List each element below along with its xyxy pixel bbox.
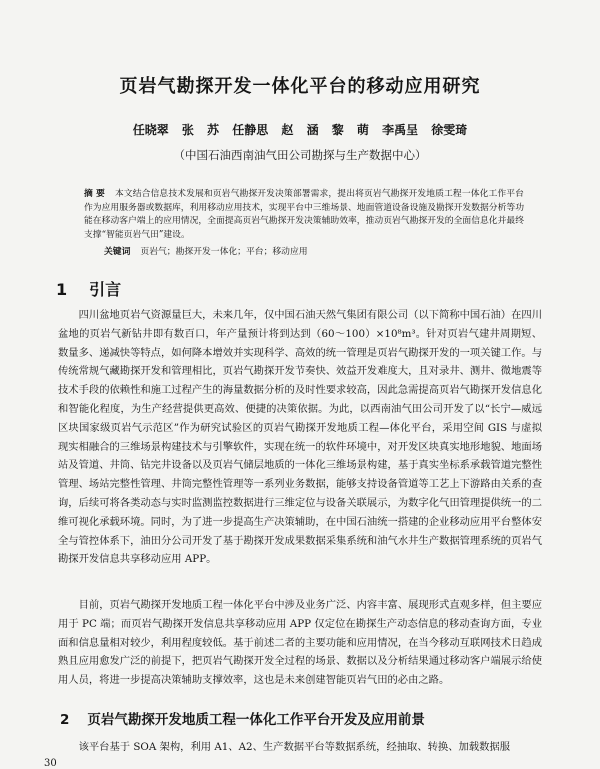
keywords-text: 页岩气；勘探开发一体化；平台；移动应用 — [140, 247, 308, 257]
section-number: 1 — [56, 280, 68, 299]
section-heading-2 — [60, 708, 425, 728]
abstract-text: 本文结合信息技术发展和页岩气勘探开发决策部署需求，提出将页岩气勘探开发地质工程一体化工作平台作为应用服务器或数据库，利用移动应用技术，实现平台中三维场景、地面管道设备设施及勘探开发数据分析等功能在移动客户端上的应用情况，全面提高页岩气勘探开发决策辅助效率，推动页岩气勘探开发的全面信息化并最终支撑“智能页岩气田”建设。 — [84, 189, 524, 240]
abstract-label: 摘 要 — [84, 189, 105, 199]
section-title: 页岩气勘探开发地质工程一体化工作平台开发及应用前景 — [87, 712, 425, 728]
abstract — [84, 188, 524, 242]
body-paragraph: 四川盆地页岩气资源量巨大，未来几年，仅中国石油天然气集团有限公司（以下简称中国石油）在四川盆地的页岩气新钻井即有数百口，年产量预计将到达到（60～100）×10⁸m³。针对页岩气建井周期短、数量多、递减快等特点，如何降本增效并实现科学、高效的统一管理是页岩气勘探开发的一项关键工作。与传统常规气藏勘探开发和管理相比，页岩气勘探开发节奏快、效益开发难度大，且对录井、测井、微地震等技术手段的依赖性和施工过程产生的海量数据分析的及时性要求较高，因此急需提高页岩气勘探开发信息化和智能化程度，为生产经营提供更高效、便捷的决策依据。为此，以西南油气田公司开发了以“长宁—威远区块国家级页岩气示范区”作为研究试验区的页岩气勘探开发地质工程—体化平台，采用空间 GIS 与虚拟现实相融合的三维场景构建技术与引擎软件，实现在统一的软件环境中，对开发区块真实地形地貌、地面场站及管道、井筒、钻完井设备以及页岩气储层地质的一体化三维场景构建，基于真实坐标系承载管道完整性管理、场站完整性管理、井筒完整性管理等一系列业务数据，能够支持设备管道等工艺上下游路由关系的查询，后续可将各类动态与实时监测监控数据进行三维定位与设备关联展示，为数字化气田管理提供统一的二维可视化承载环境。同时，为了进一步提高生产决策辅助，在中国石油统一搭建的企业移动应用平台整体安全与管控体系下，油田分公司开发了基于勘探开发成果数据采集系统和油气水井生产数据管理系统的页岩气勘探开发信息共享移动应用 APP。 — [58, 309, 542, 566]
section-title: 引言 — [89, 280, 122, 299]
affiliation: （中国石油西南油气田公司勘探与生产数据中心） — [173, 148, 427, 162]
body-paragraph: 该平台基于 SOA 架构，利用 A1、A2、生产数据平台等数据系统，经抽取、转换、加载数据服 — [78, 741, 511, 753]
keywords-label: 关键词 — [104, 247, 131, 257]
page-number: 30 — [44, 758, 57, 769]
section-heading-1 — [56, 277, 121, 300]
body-paragraph: 目前，页岩气勘探开发地质工程一体化平台中涉及业务广泛、内容丰富、展现形式直观多样，但主要应用于 PC 端；而页岩气勘探开发信息共享移动应用 APP 仅定位在勘探生产动态信息的移动查询方面，专业面和信息量相对较少，利用程度较低。基于前述二者的主要功能和应用情况，在当今移动互联网技术日趋成熟且应用愈发广泛的前提下，把页岩气勘探开发全过程的场景、数据以及分析结果通过移动客户端展示给使用人员，将进一步提高决策辅助支撑效率，这也是未来创建智能页岩气田的必由之路。 — [58, 599, 542, 687]
paper-title: 页岩气勘探开发一体化平台的移动应用研究 — [119, 76, 481, 97]
author-list: 任晓翠 张 苏 任静思 赵 涵 黎 萌 李禹呈 徐雯琦 — [132, 123, 468, 137]
section-number: 2 — [60, 712, 70, 728]
keywords — [104, 246, 524, 259]
